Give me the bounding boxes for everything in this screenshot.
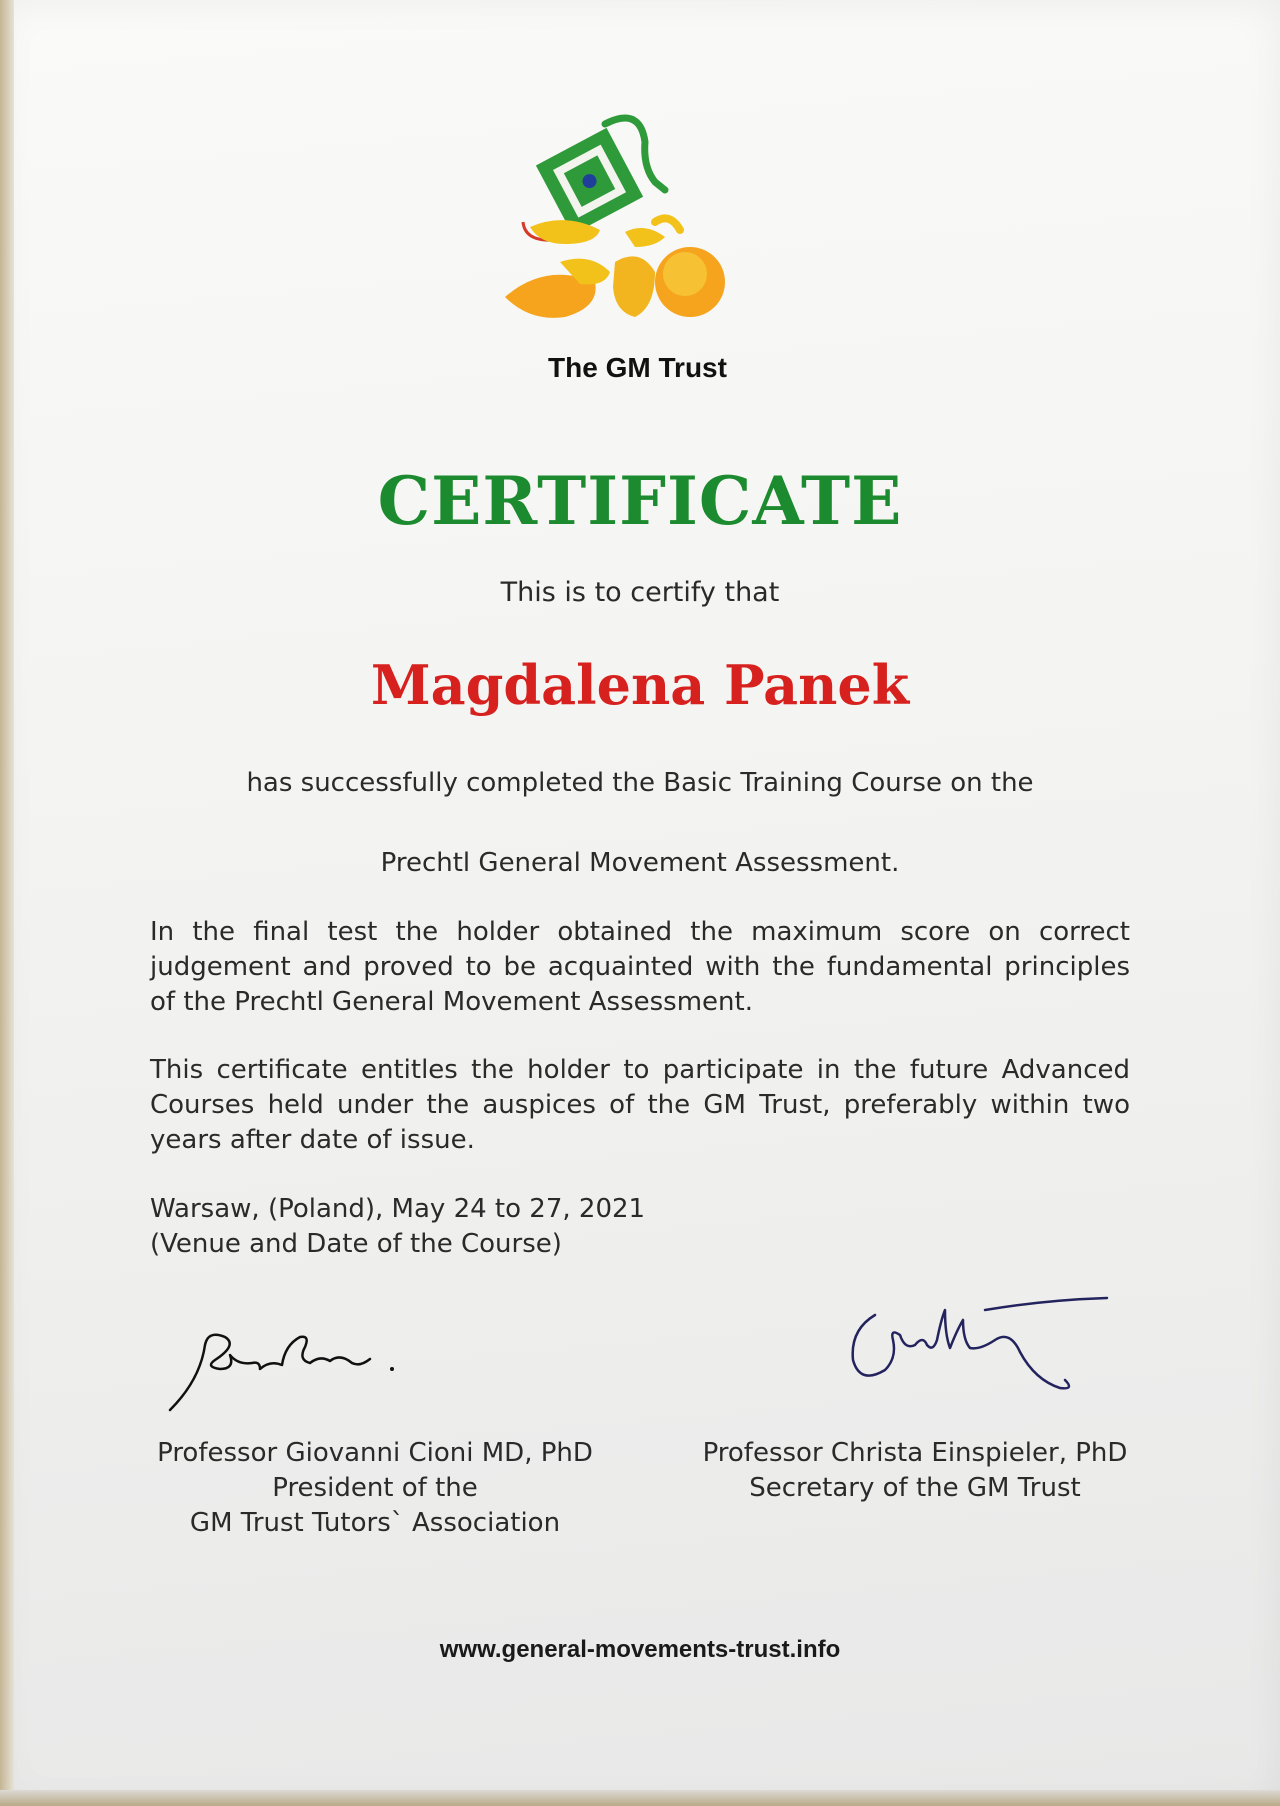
paper-left-edge (0, 0, 14, 1806)
course-name: Prechtl General Movement Assessment. (380, 848, 900, 878)
gm-trust-logo-icon (505, 112, 765, 357)
venue-date: Warsaw, (Poland), May 24 to 27, 2021 (150, 1194, 646, 1224)
signatory-einspieler (680, 1436, 1150, 1506)
venue-block (150, 1192, 850, 1262)
signatory-cioni-org: GM Trust Tutors` Association (189, 1508, 561, 1538)
paragraph-entitlement: This certificate entitles the holder to participate in the future Advanced Courses held under the auspices of the GM Trust, preferably within two years after date of issue. (150, 1055, 1130, 1155)
signature-cioni (160, 1325, 420, 1415)
certify-line: This is to certify that (500, 577, 780, 608)
signatory-cioni (130, 1436, 620, 1541)
certificate-title: CERTIFICATE (377, 462, 903, 540)
signatory-einspieler-name: Professor Christa Einspieler, PhD (702, 1438, 1128, 1468)
signature-einspieler (845, 1290, 1115, 1400)
signatory-einspieler-role: Secretary of the GM Trust (749, 1473, 1081, 1503)
logo-text: The GM Trust (548, 352, 727, 383)
completed-line: has successfully completed the Basic Training Course on the (246, 768, 1034, 798)
paper-bottom-edge (0, 1790, 1280, 1806)
website-url[interactable]: www.general-movements-trust.info (439, 1636, 841, 1663)
signatory-cioni-role: President of the (272, 1473, 478, 1503)
paragraph-final-test: In the final test the holder obtained the maximum score on correct judgement and proved to be acquainted with the fundamental principles of the Prechtl General Movement Assessment. (150, 917, 1130, 1017)
signatory-cioni-name: Professor Giovanni Cioni MD, PhD (157, 1438, 593, 1468)
venue-caption: (Venue and Date of the Course) (150, 1229, 562, 1259)
recipient-name: Magdalena Panek (370, 653, 910, 717)
